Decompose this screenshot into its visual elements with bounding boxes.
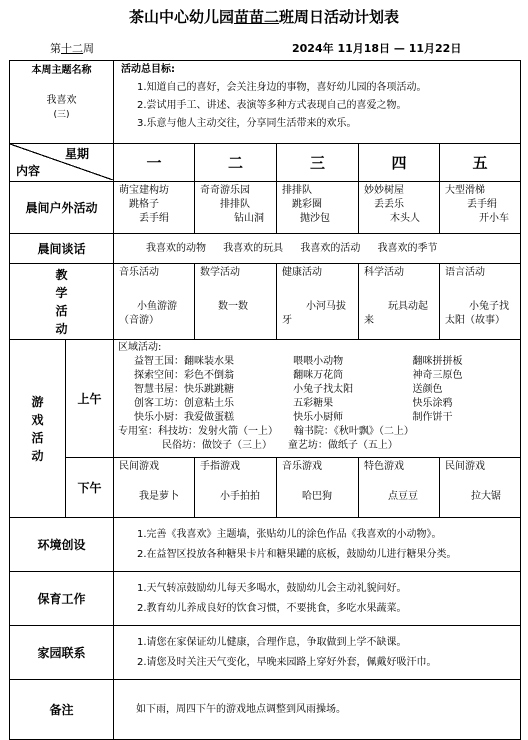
outdoor-area: 奇奇游乐园 [200,185,250,196]
theme-sub: (三) [53,110,70,120]
pm-type: 音乐游戏 [282,461,322,472]
outdoor-area: 排排队 [282,185,312,196]
teaching-row [10,264,521,340]
games-label-char: 活 [31,430,44,445]
area-row [118,369,516,383]
area-row [118,411,516,425]
outdoor-cell [440,182,521,234]
env-cell [114,518,521,572]
outdoor-game: 排排队 [220,199,250,210]
special-room-1: 专用室：科技坊：发射火箭（一上） 翰书院：《秋叶飘》（二上） [118,426,414,437]
teaching-cell [114,264,195,340]
games-label [10,340,66,518]
class-name: 苗苗二 [233,8,279,26]
home-cell [114,626,521,680]
area-item: 智慧书屋：快乐跳跳糖 [134,384,234,395]
outdoor-cell [195,182,277,234]
pm-name: 拉大锯 [471,491,501,502]
outdoor-cell [114,182,195,234]
pm-cell [195,458,277,518]
goal-item: 1.知道自己的喜好，会关注身边的事物，喜好幼儿园的各项活动。 [137,82,427,93]
game-pm-row [10,458,521,518]
home-item: 1.请您在家保证幼儿健康，合理作息，争取做到上学不缺课。 [137,636,407,648]
page-title [0,6,528,27]
teaching-name: 数一数 [218,301,248,312]
area-row [118,383,516,397]
care-item: 1.天气转凉鼓励幼儿每天多喝水，鼓励幼儿会主动礼貌问好。 [137,582,407,594]
outdoor-game: 钻山洞 [234,213,264,224]
outdoor-game: 木头人 [390,213,420,224]
teaching-type: 健康活动 [282,267,322,278]
outdoor-area: 萌宝建构坊 [119,185,169,196]
teaching-name: 小兔子找 [469,301,509,312]
area-item: 五彩糖果 [293,398,334,409]
area-row [118,397,516,411]
outdoor-area: 妙妙树屋 [364,185,404,196]
outdoor-game: 丢丢乐 [374,199,404,210]
week-line [50,40,94,56]
outdoor-row [10,182,521,234]
goals-title: 活动总目标: [121,64,175,75]
note-row [10,680,521,740]
teaching-type: 数学活动 [200,267,240,278]
plan-title: 班周日活动计划表 [279,8,400,26]
outdoor-cell [277,182,359,234]
talk-topic: 我喜欢的季节 [377,242,438,254]
teaching-extra: （音游） [119,315,159,326]
area-item: 创客工坊：创意粘土乐 [134,398,234,409]
theme-label: 本周主题名称 [31,65,92,76]
special-room-2: 民俗坊：做饺子（三上） 童艺坊：做纸子（五上） [162,440,398,451]
home-label: 家园联系 [10,626,114,680]
theme-name: 我喜欢 [46,95,77,106]
area-item: 快乐小厨：我爱做蛋糕 [134,412,234,423]
env-row [10,518,521,572]
goal-item: 2.尝试用手工、讲述、表演等多种方式表现自己的喜爱之物。 [137,100,407,111]
am-label: 上午 [66,340,114,458]
teaching-extra: 来 [364,315,374,326]
week-number: 十二 [61,42,83,55]
area-item: 翻咪拼拼板 [412,356,463,367]
header-content: 内容 [16,164,41,178]
teaching-cell [440,264,521,340]
outdoor-cell [359,182,440,234]
teaching-extra: 太阳（故事） [445,315,505,326]
games-label-char: 动 [31,448,44,463]
school-name: 茶山中心幼儿园 [128,8,234,26]
talk-topic: 我喜欢的活动 [300,242,361,254]
home-item: 2.请您及时关注天气变化，早晚来园路上穿好外套，佩戴好吸汗巾。 [137,656,437,668]
week-prefix: 第 [50,42,61,55]
days-header-row [10,144,521,182]
area-title: 区域活动: [118,342,162,353]
outdoor-label: 晨间户外活动 [10,182,114,234]
games-label-char: 游 [31,394,44,409]
outdoor-game: 跳格子 [129,199,159,210]
area-item: 快乐涂鸦 [412,398,453,409]
plan-table [9,60,521,740]
pm-type: 民间游戏 [445,461,485,472]
area-item: 益智王国：翻咪装水果 [134,356,234,367]
pm-name: 小手拍拍 [220,491,260,502]
pm-name: 我是萝卜 [139,491,179,502]
area-item: 小兔子找太阳 [293,384,354,395]
teaching-name: 小河马拔 [306,301,346,312]
area-activities [114,340,521,458]
teaching-label-char: 教 [55,267,68,282]
teaching-type: 音乐活动 [119,267,159,278]
teaching-cell [277,264,359,340]
date-range: 2024年 11月18日 — 11月22日 [292,42,462,55]
teaching-label [10,264,114,340]
teaching-extra: 牙 [282,315,292,326]
outdoor-game: 丢手绢 [139,213,169,224]
care-row [10,572,521,626]
pm-label: 下午 [66,458,114,518]
header-weekday: 星期 [64,147,89,161]
pm-cell [440,458,521,518]
goals-cell [114,61,521,144]
env-item: 1.完善《我喜欢》主题墙，张贴幼儿的涂色作品《我喜欢的小动物》。 [137,528,442,540]
teaching-type: 科学活动 [364,267,404,278]
talk-cell [114,234,521,264]
area-item: 翻咪万花筒 [293,370,344,381]
teaching-label-char: 学 [55,285,68,300]
outdoor-game: 开小车 [479,213,509,224]
teaching-cell [359,264,440,340]
area-item: 探索空间：彩色不倒翁 [134,370,234,381]
pm-type: 特色游戏 [364,461,404,472]
env-label: 环境创设 [10,518,114,572]
talk-topic: 我喜欢的动物 [146,242,206,254]
day-tue: 二 [195,144,277,182]
pm-cell [114,458,195,518]
area-item: 制作饼干 [412,412,453,423]
pm-cell [277,458,359,518]
day-fri: 五 [440,144,521,182]
outdoor-game: 丢手绢 [467,199,497,210]
talk-label: 晨间谈话 [10,234,114,264]
note-label: 备注 [10,680,114,740]
day-mon: 一 [114,144,195,182]
week-suffix: 周 [83,42,94,55]
area-item: 喂喂小动物 [293,356,344,367]
area-item: 神奇三原色 [412,370,463,381]
home-row [10,626,521,680]
pm-cell [359,458,440,518]
env-item: 2.在益智区投放各种糖果卡片和糖果罐的底板，鼓励幼儿进行糖果分类。 [137,548,457,560]
pm-type: 手指游戏 [200,461,240,472]
care-label: 保育工作 [10,572,114,626]
talk-topic: 我喜欢的玩具 [223,242,284,254]
teaching-name: 玩具动起 [388,301,428,312]
area-item: 快乐小厨师 [293,412,344,423]
goal-item: 3.乐意与他人主动交往，分享同生活带来的欢乐。 [137,118,357,129]
outdoor-area: 大型滑梯 [445,185,485,196]
area-item: 送颜色 [412,384,443,395]
theme-row [10,61,521,144]
teaching-type: 语言活动 [445,267,485,278]
area-list [118,355,516,425]
game-am-row [10,340,521,458]
teaching-name: 小鱼游游 [137,301,177,312]
day-wed: 三 [277,144,359,182]
header-corner [10,144,114,182]
day-thu: 四 [359,144,440,182]
theme-cell [10,61,114,144]
teaching-cell [195,264,277,340]
outdoor-game: 跳彩圈 [292,199,322,210]
pm-type: 民间游戏 [119,461,159,472]
pm-name: 哈巴狗 [302,491,332,502]
talk-row [10,234,521,264]
area-row [118,355,516,369]
teaching-label-char: 动 [55,321,68,336]
teaching-label-char: 活 [55,303,68,318]
care-item: 2.教育幼儿养成良好的饮食习惯，不要挑食，多吃水果蔬菜。 [137,602,407,614]
outdoor-game: 抛沙包 [300,213,330,224]
care-cell [114,572,521,626]
pm-name: 点豆豆 [388,491,418,502]
note-text: 如下雨，周四下午的游戏地点调整到风雨操场。 [114,680,521,740]
games-label-char: 戏 [31,412,44,427]
